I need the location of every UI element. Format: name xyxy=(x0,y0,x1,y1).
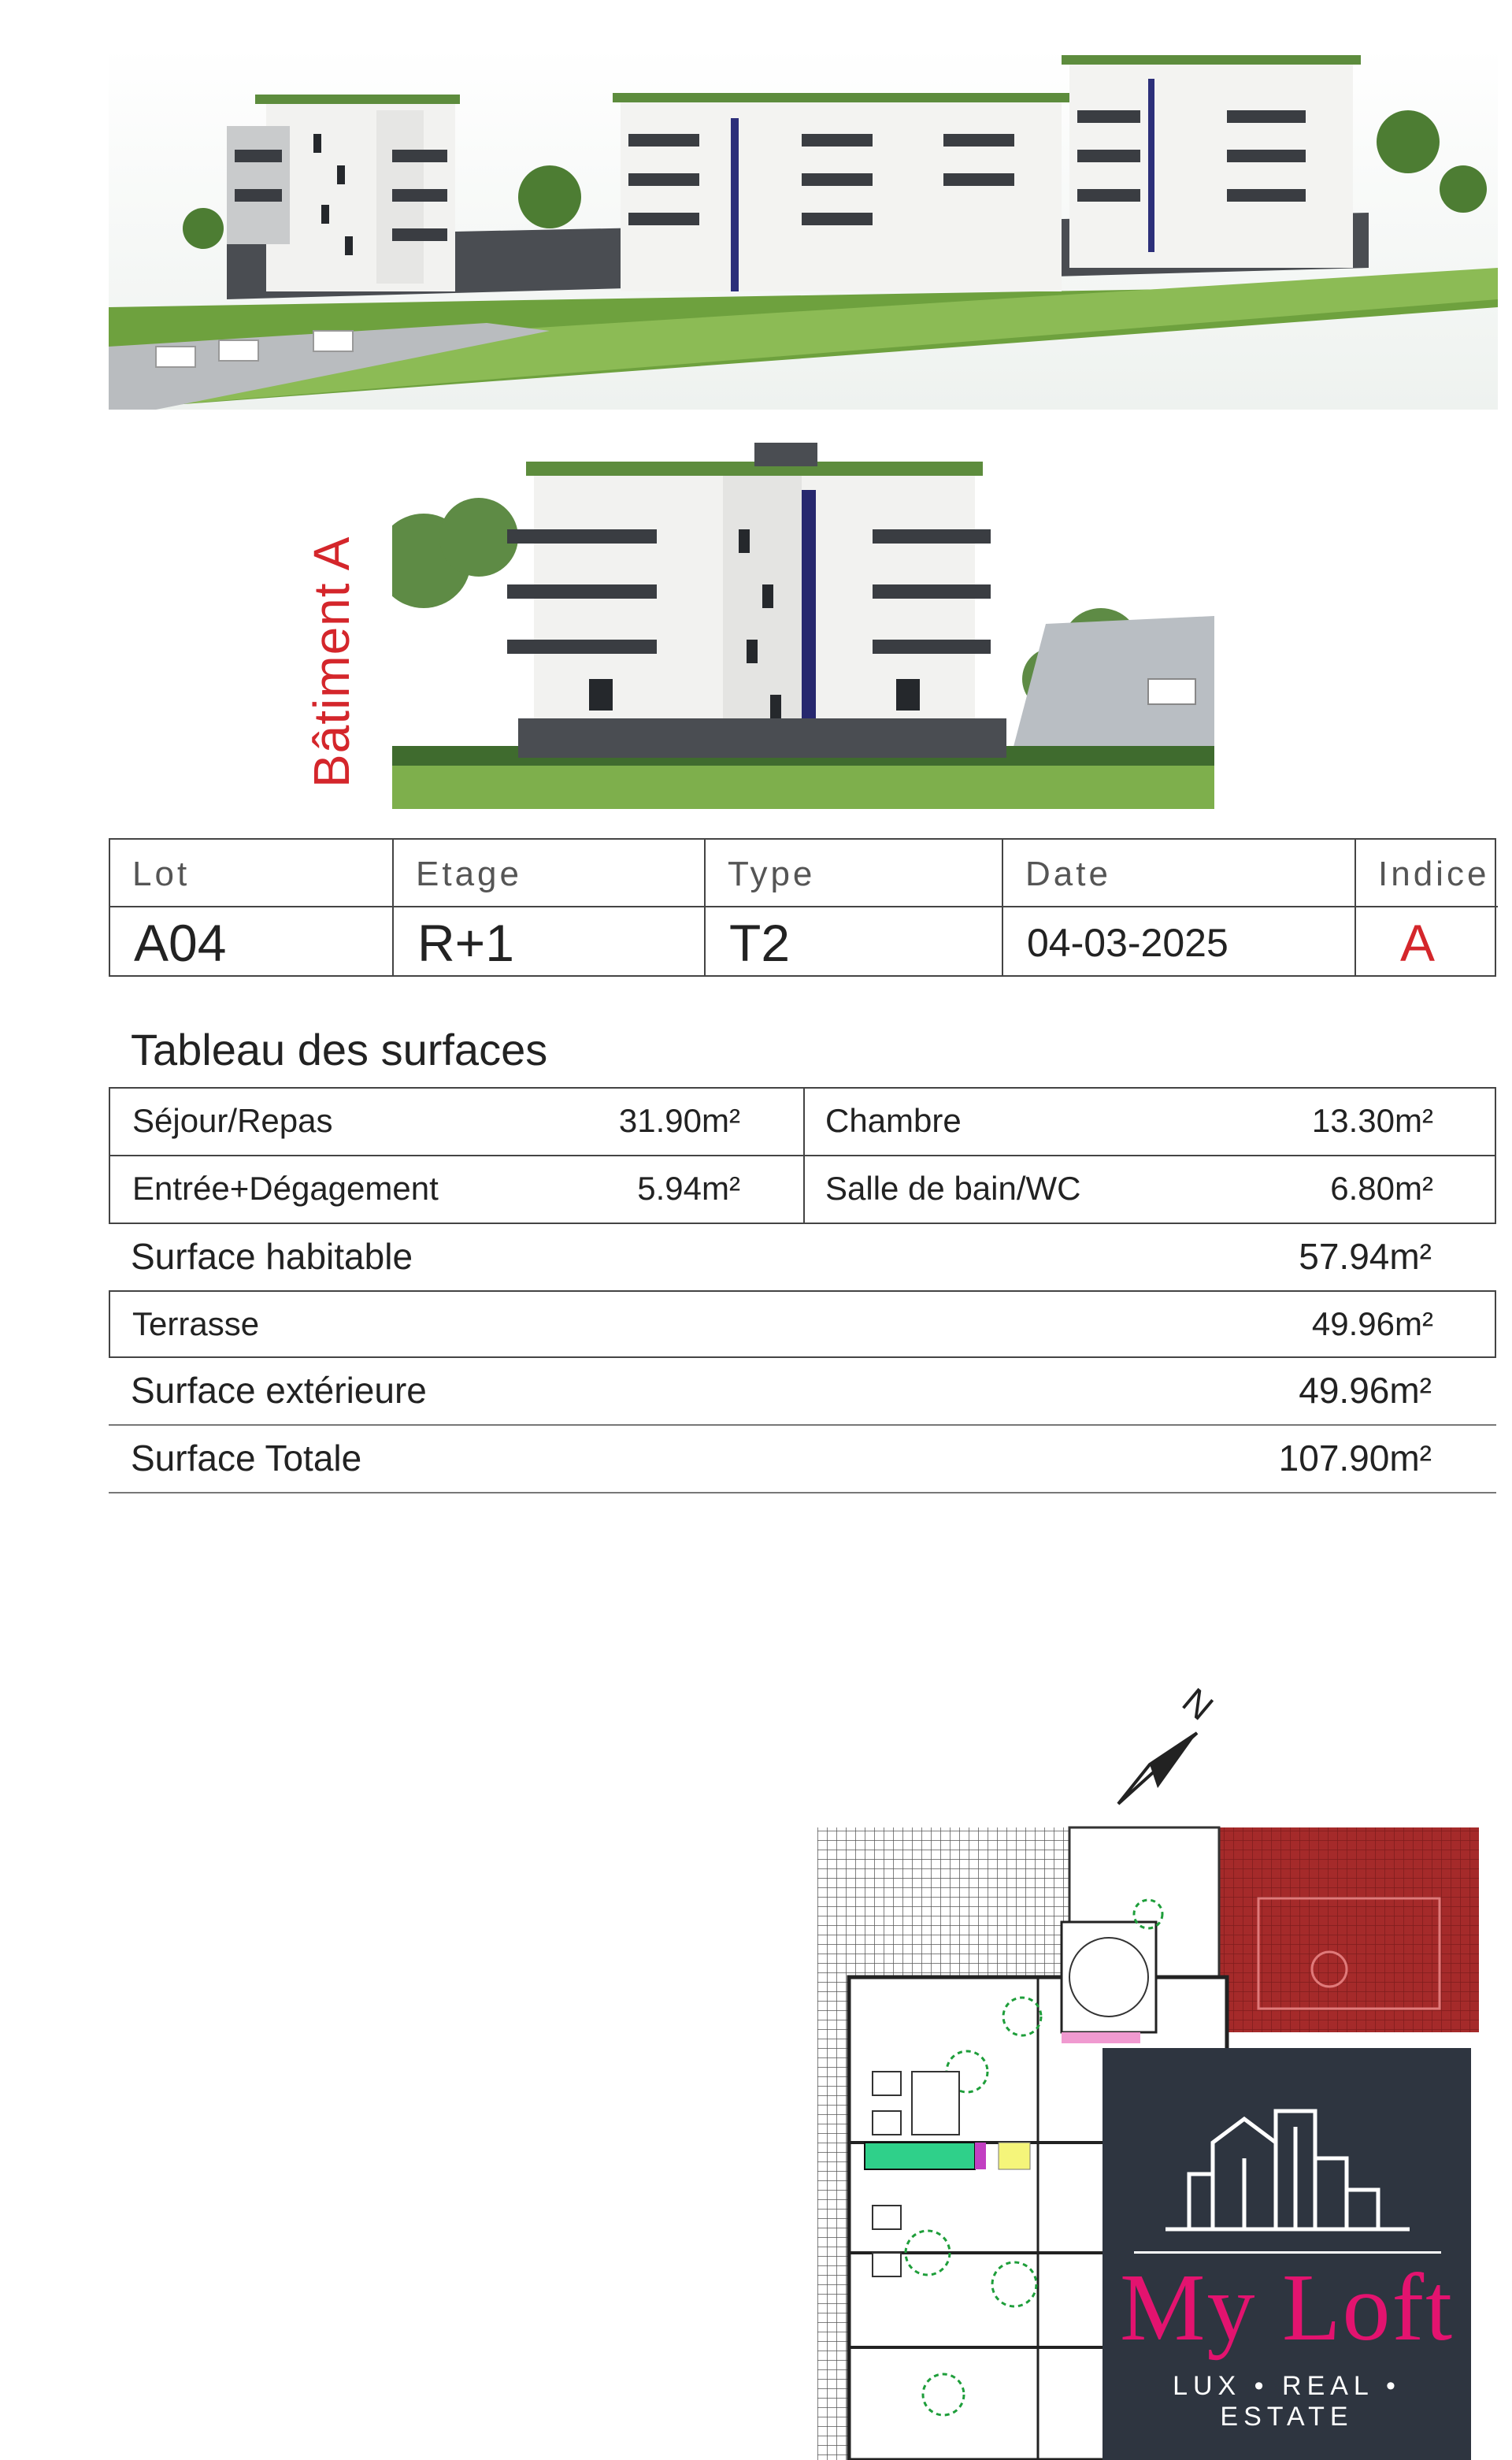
logo-name: My Loft xyxy=(1119,2254,1455,2361)
date-header: Date xyxy=(1003,840,1354,907)
lot-column xyxy=(110,840,394,975)
etage-value: R+1 xyxy=(417,914,514,972)
surface-habitable-value: 57.94m² xyxy=(1299,1236,1432,1277)
terrasse-row xyxy=(109,1290,1496,1358)
type-header: Type xyxy=(706,840,1002,907)
surface-exterieure-label: Surface extérieure xyxy=(131,1370,427,1411)
room-label-chambre: Chambre xyxy=(825,1102,962,1139)
residence-panorama-image xyxy=(109,47,1498,410)
terrasse-label: Terrasse xyxy=(132,1305,260,1342)
logo-tagline: LUX • REAL • ESTATE xyxy=(1173,2371,1401,2432)
etage-column xyxy=(394,840,706,975)
building-a-label: Bâtiment A xyxy=(303,536,360,788)
room-value-sdb: 6.80m² xyxy=(1330,1170,1433,1207)
room-label-sdb: Salle de bain/WC xyxy=(825,1170,1081,1207)
room-label-entree: Entrée+Dégagement xyxy=(132,1170,439,1207)
indice-value: A xyxy=(1400,914,1436,972)
surface-totale-value: 107.90m² xyxy=(1278,1438,1432,1479)
north-arrow-icon xyxy=(1102,1670,1228,1812)
type-value: T2 xyxy=(729,914,791,972)
surface-habitable-label: Surface habitable xyxy=(131,1236,413,1277)
lot-value: A04 xyxy=(134,914,227,972)
etage-header: Etage xyxy=(394,840,704,907)
room-label-sejour: Séjour/Repas xyxy=(132,1102,333,1139)
surface-exterieure-row xyxy=(109,1358,1496,1426)
north-label: N xyxy=(1174,1679,1221,1728)
my-loft-logo xyxy=(1102,2048,1471,2460)
room-value-sejour: 31.90m² xyxy=(618,1102,740,1139)
type-column xyxy=(706,840,1003,975)
surface-totale-row xyxy=(109,1426,1496,1493)
lot-info-table xyxy=(109,838,1496,977)
date-column xyxy=(1003,840,1356,975)
terrasse-value: 49.96m² xyxy=(1311,1305,1433,1342)
surface-totale-label: Surface Totale xyxy=(131,1438,362,1479)
skyline-icon xyxy=(1166,2095,1410,2237)
indice-column xyxy=(1356,840,1498,975)
date-value: 04-03-2025 xyxy=(1027,921,1228,965)
room-value-entree: 5.94m² xyxy=(637,1170,740,1207)
surface-habitable-row xyxy=(109,1224,1496,1290)
surface-exterieure-value: 49.96m² xyxy=(1299,1370,1432,1411)
indice-header: Indice xyxy=(1356,840,1498,907)
room-value-chambre: 13.30m² xyxy=(1311,1102,1433,1139)
lot-header: Lot xyxy=(110,840,392,907)
building-a-image xyxy=(392,443,1214,809)
rooms-table xyxy=(109,1087,1496,1224)
surfaces-title: Tableau des surfaces xyxy=(131,1025,548,1074)
